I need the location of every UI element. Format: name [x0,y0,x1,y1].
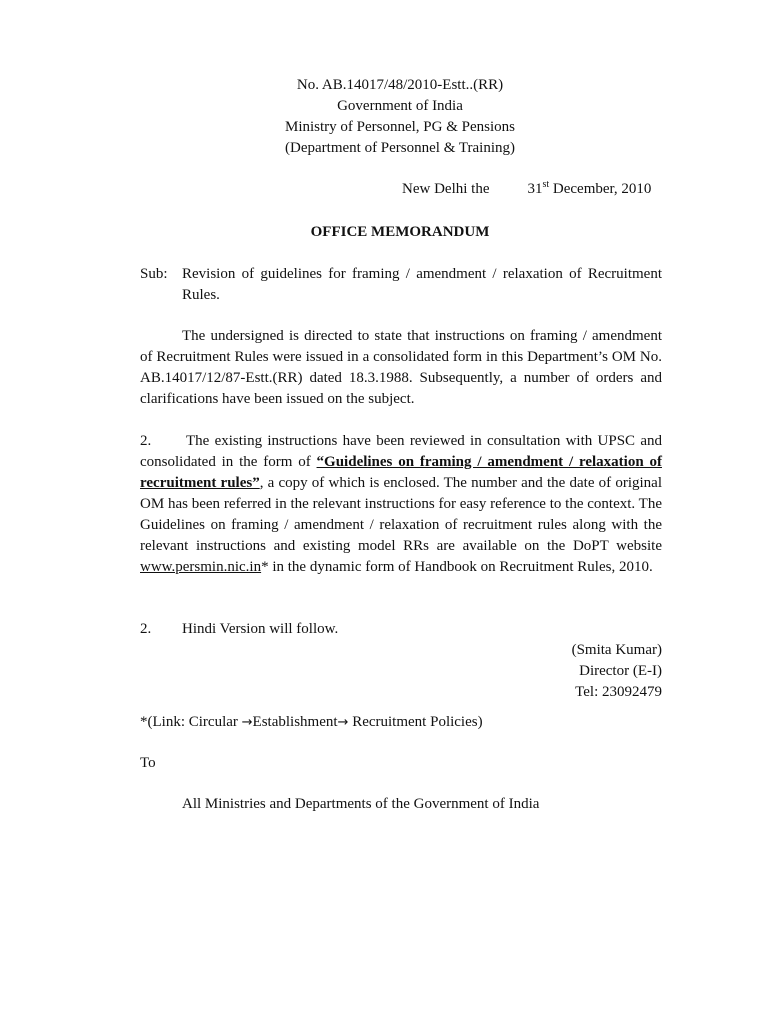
signature-block [572,640,662,703]
paragraph-1-text: The undersigned is directed to state that instructions on framing / amendment of Recruitment Rules were issued in a consolidated form in this Department’s OM No. AB.14017/12/87-Estt.(RR) dated 18.3.1988. Subsequently, a number of orders and clarifications have been issued on the subject. [140,328,662,407]
paragraph-1 [140,326,662,410]
subject-label: Sub: [140,266,168,282]
department-name: (Department of Personnel & Training) [285,140,515,156]
paragraph-3-number: 2. [140,621,152,637]
paragraph-2 [140,431,662,578]
arrow-right-icon: → [337,715,349,730]
dateline-month-year: December, 2010 [549,181,652,197]
government-name: Government of India [337,98,463,114]
paragraph-2-text-b: , a copy of which is enclosed. The number and the date of original OM has been referred in the relevant instructions for easy reference to the context. The Guidelines on framing / amendment / relaxation of recruitment rules along with the relevant instructions and existing model RRs are available on the DoPT website [140,475,662,554]
ministry-name: Ministry of Personnel, PG & Pensions [284,119,515,135]
link-note-prefix: *(Link: Circular [140,714,242,730]
paragraph-2-text-c: * in the dynamic form of Handbook on Recruitment Rules, 2010. [261,559,653,575]
paragraph-3 [140,619,662,640]
link-note [140,712,483,733]
to-label: To [140,755,156,771]
dateline-place: New Delhi the [402,181,490,197]
dateline-day: 31 [527,181,543,197]
arrow-right-icon: → [241,715,253,730]
link-note-step1: Establishment [252,714,338,730]
signatory-designation: Director (E-I) [579,663,662,679]
signatory-name: (Smita Kumar) [571,642,662,658]
letterhead [0,75,768,159]
paragraph-3-text: Hindi Version will follow. [182,621,339,637]
subject-block [140,264,662,306]
paragraph-2-number: 2. [140,433,152,449]
dateline-day-suffix: st [542,179,550,190]
guidelines-title: “Guidelines on framing / amendment / relaxation of recruitment rules” [140,454,662,491]
file-number: No. AB.14017/48/2010-Estt..(RR) [296,77,504,93]
website-link[interactable]: www.persmin.nic.in [140,559,262,575]
link-note-step2: Recruitment Policies) [348,714,483,730]
subject-text: Revision of guidelines for framing / amendment / relaxation of Recruitment Rules. [182,266,662,303]
dateline [402,179,651,200]
document-title: OFFICE MEMORANDUM [310,224,490,240]
addressee: All Ministries and Departments of the Government of India [182,796,540,812]
paragraph-2-text-a: The existing instructions have been reviewed in consultation with UPSC and consolidated in the form of [140,433,662,470]
signatory-telephone: Tel: 23092479 [575,684,662,700]
